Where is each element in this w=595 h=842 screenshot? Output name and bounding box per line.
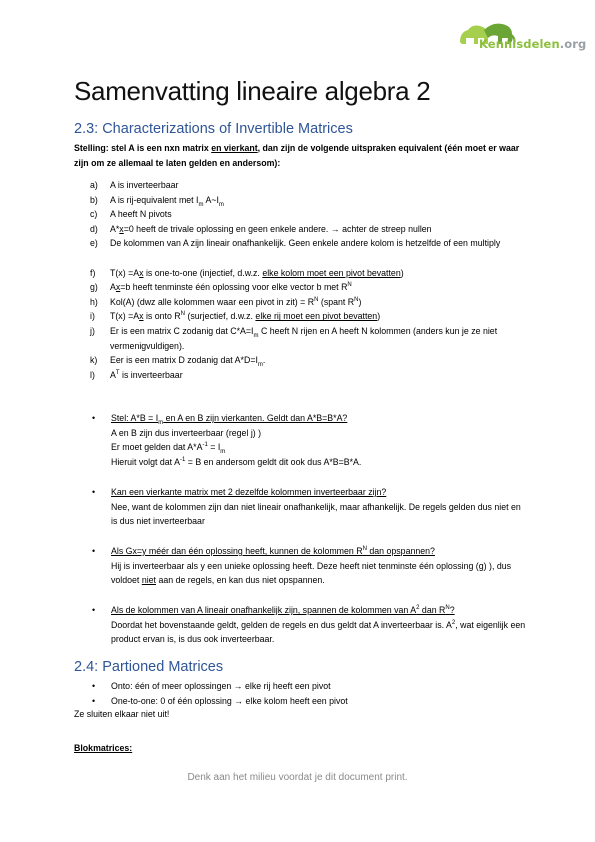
question-block <box>92 411 532 469</box>
question: • Als de kolommen van A lineair onafhankelijk zijn, spannen de kolommen van $A^2$ dan $R^N$? <box>92 603 532 618</box>
question: • Als Gx=y méér dan één oplossing heeft, kunnen de kolommen $R^N$ dan opspannen? <box>92 544 532 559</box>
question: • Kan een vierkante matrix met 2 dezelfde kolommen inverteerbaar zijn? <box>92 485 532 500</box>
logo <box>458 16 587 62</box>
answer-line: Hij is inverteerbaar als y een unieke oplossing heeft. Deze heeft niet tenminste één oplossing (g) ), dus voldoet niet aan de regels, en kan dus niet opspannen. <box>111 560 512 586</box>
answer-line: A en B zijn dus inverteerbaar (regel j) ) <box>111 427 262 438</box>
answer-line: Nee, want de kolommen zijn dan niet lineair onafhankelijk, maar afhankelijk. De regels gelden dus niet en is dus niet inverteerbaar <box>111 501 521 527</box>
list-item: a) A is inverteerbaar <box>90 180 179 190</box>
bullet-icon: • <box>92 605 96 615</box>
list-item: k) Eer is een matrix D zodanig dat $A*D=I_m$. <box>90 355 266 368</box>
note: Ze sluiten elkaar niet uit! <box>74 709 170 719</box>
page-title: Samenvatting lineaire algebra 2 <box>74 76 431 106</box>
list-item: c) A heeft N pivots <box>90 209 172 220</box>
partition-bullets <box>92 679 532 708</box>
list-item: h) Kol(A) (dwz alle kolommen waar een pivot in $zit) = R^N$ (spant $R^N$) <box>90 296 362 307</box>
stelling-paragraph: Stelling: stel A is een nxn matrix en vierkant, dan zijn de volgende uitspraken equivalent (één moet er waar zijn om ze allemaal te laten gelden en andersom): <box>74 143 520 168</box>
bullet-icon: • <box>92 413 96 423</box>
list-item: • One-to-one: 0 of één oplossing → elke kolom heeft een pivot <box>92 694 532 709</box>
list-item: g) Ax=b heeft tenminste één oplossing voor elke vector b met $R^N$ <box>90 282 352 293</box>
list-item: j) Er is een matrix C zodanig dat $C*A=I_m$ C heeft N rijen en A heeft N kolommen (anders kun je ze niet vermenigvuldigen). <box>90 325 498 351</box>
section-heading: 2.3: Characterizations of Invertible Matrices <box>74 121 353 137</box>
section-heading: 2.4: Partioned Matrices <box>74 659 224 675</box>
footer-note: Denk aan het milieu voordat je dit document print. <box>187 772 408 783</box>
list-item: i) T(x) =Ax is onto $R^N$ (surjectief, d.w.z. elke rij moet een pivot bevatten) <box>90 311 381 322</box>
bullet-icon: • <box>92 487 96 497</box>
bullet-icon: • <box>92 681 96 691</box>
answer-line: Doordat het bovenstaande geldt, gelden de regels en dus geldt dat A inverteerbaar is. $A^2$, wat eigenlijk een product ervan is, is dus ook inverteerbaar. <box>111 619 526 645</box>
subheading-blokmatrices: Blokmatrices: <box>74 743 133 753</box>
list-item: d) A*x=0 heeft de trivale oplossing en geen enkele andere. → achter de streep nullen <box>90 223 432 234</box>
list-item: f) T(x) =Ax is one-to-one (injectief, d.w.z. elke kolom moet een pivot bevatten) <box>90 267 404 278</box>
logo-text: Kennisdelen.org <box>479 37 587 51</box>
question-block <box>92 603 532 647</box>
answer-line: Hieruit volgt dat $A^{-1} = B$ en andersom geldt dit ook dus A*B=B*A. <box>111 456 362 467</box>
bullet-icon: • <box>92 546 96 556</box>
list-item: • Onto: één of meer oplossingen → elke rij heeft een pivot <box>92 679 532 694</box>
question: • Stel: $A*B = I_m$ en A en B zijn vierkanten. Geldt dan A*B=B*A? <box>92 413 348 426</box>
list-item: l) $A^T$ is inverteerbaar <box>90 369 183 380</box>
question-block <box>92 544 532 588</box>
question-block <box>92 485 532 529</box>
answer-line: Er moet gelden dat $A*A^{-1} = I_m$ <box>111 442 226 455</box>
equivalence-list <box>90 178 530 382</box>
list-item: b) A is rij-equivalent met $I_m$ $A\sim I_m$ <box>90 194 224 208</box>
list-item: e) De kolommen van A zijn lineair onafhankelijk. Geen enkele andere kolom is hetzelfde of een multiply <box>90 238 501 249</box>
bullet-icon: • <box>92 695 96 706</box>
